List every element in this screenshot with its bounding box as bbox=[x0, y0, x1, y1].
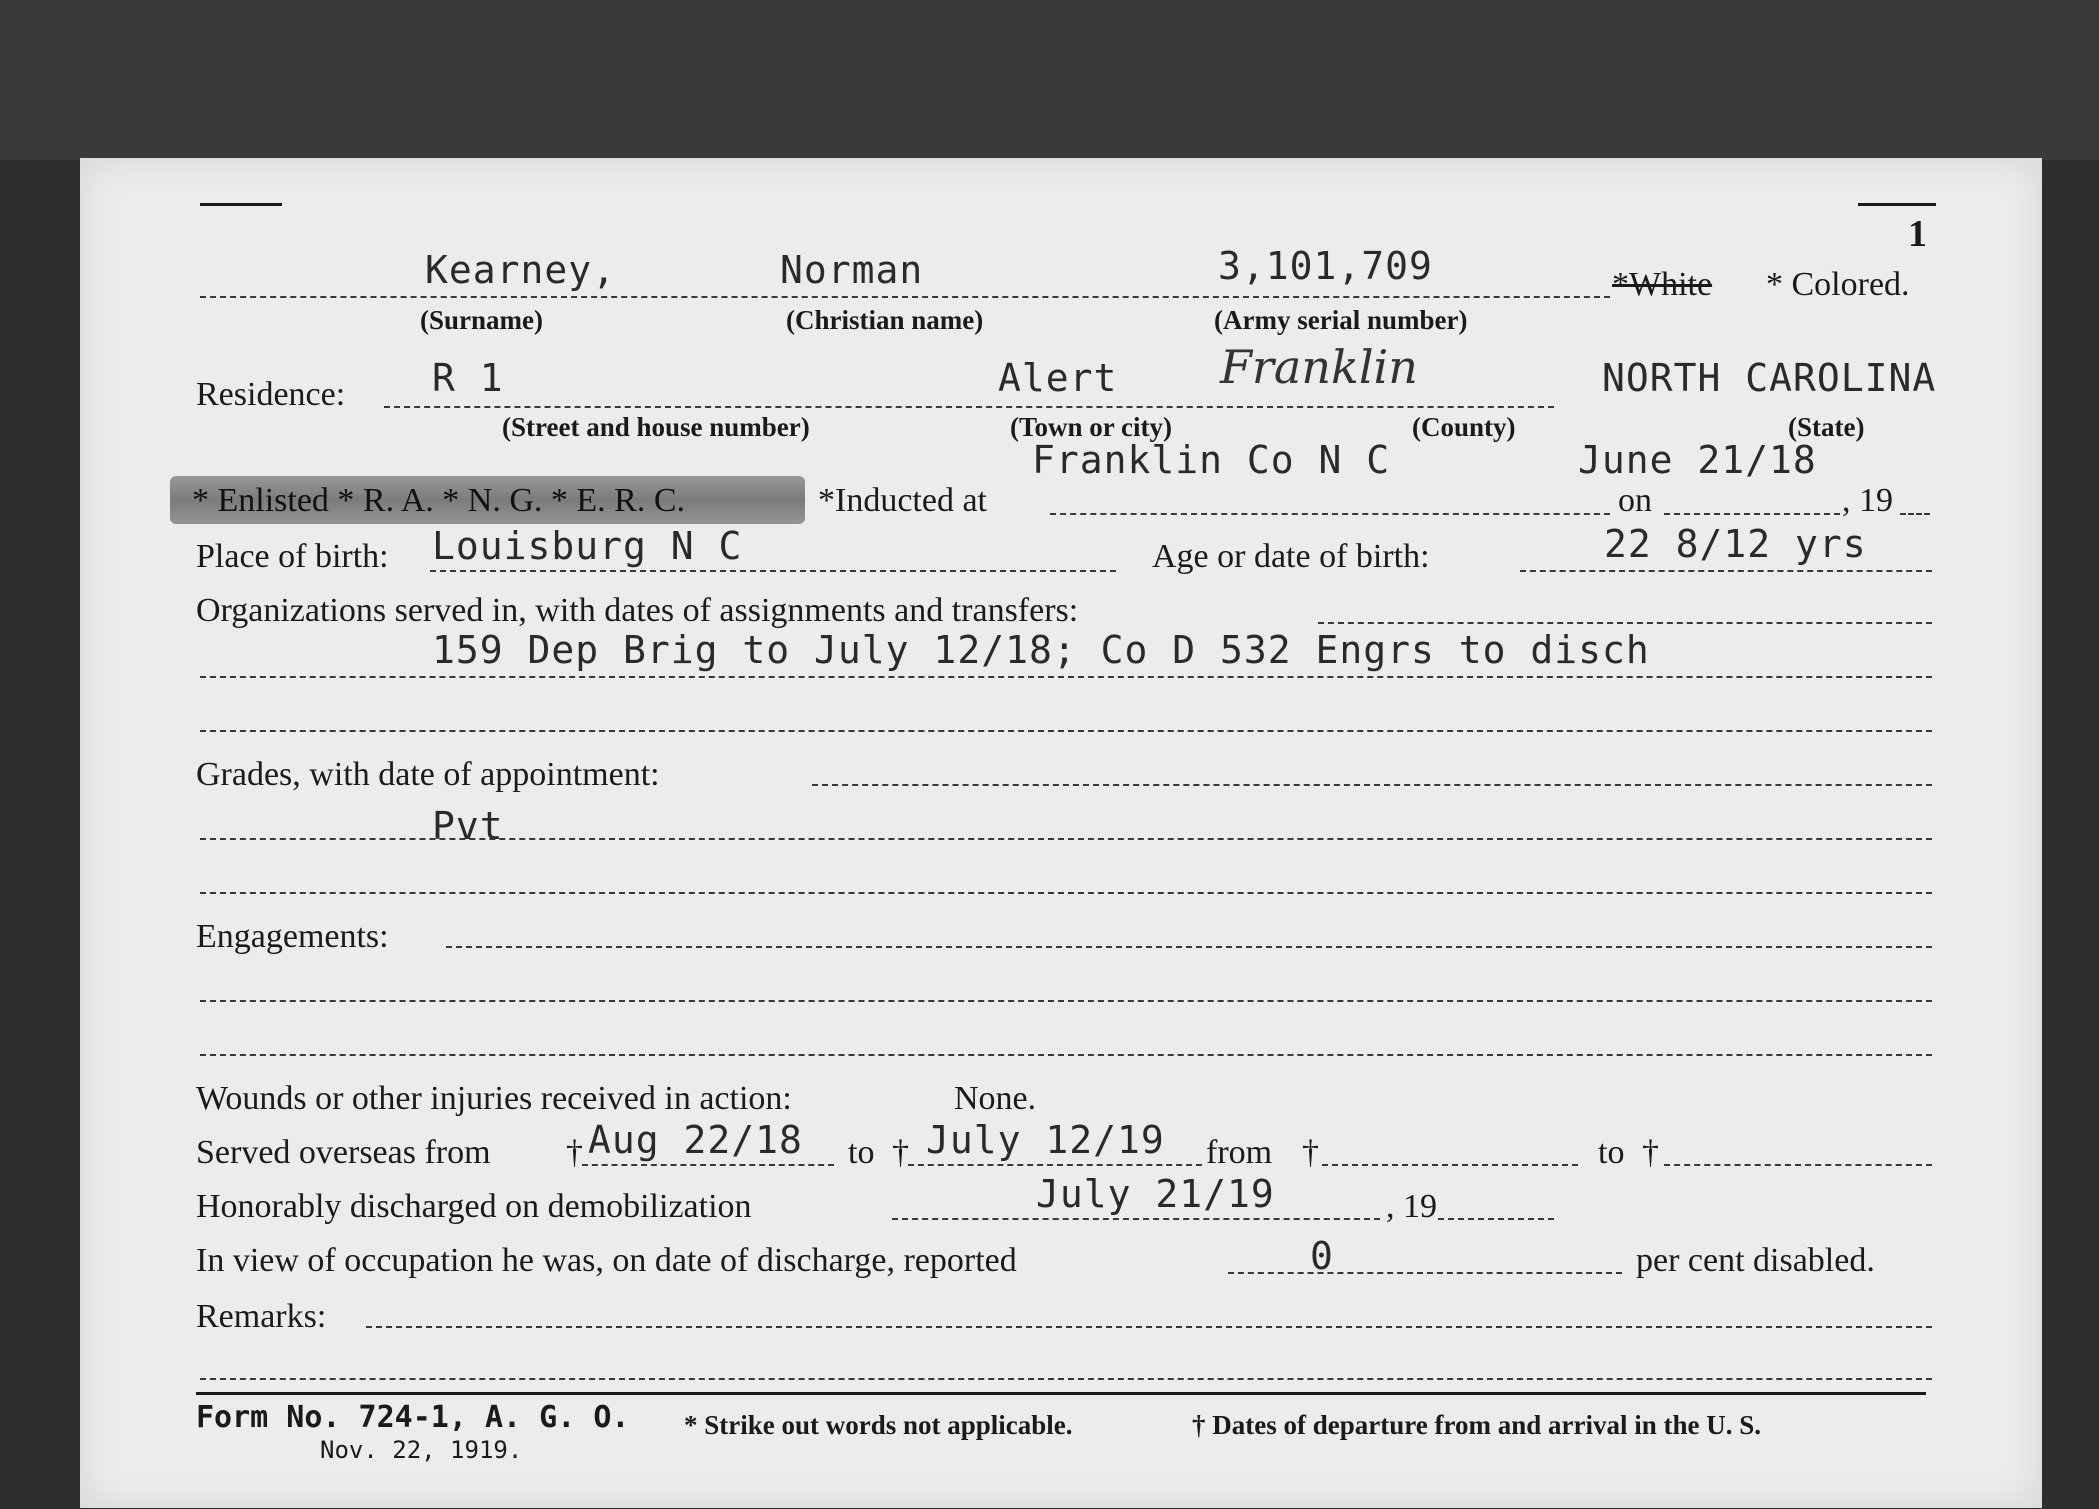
footer-rule bbox=[196, 1392, 1926, 1395]
surname-caption: (Surname) bbox=[420, 305, 543, 335]
inducted-at-line bbox=[1050, 513, 1610, 515]
grades-label: Grades, with date of appointment: bbox=[196, 756, 660, 793]
overseas-to-value: July 12/19 bbox=[926, 1118, 1165, 1162]
overseas-to2-label: to bbox=[1598, 1134, 1625, 1171]
engagements-line-0 bbox=[446, 946, 1932, 948]
disability-line bbox=[1228, 1272, 1622, 1274]
inducted-year-label: , 19 bbox=[1842, 482, 1893, 519]
remarks-line-0 bbox=[366, 1326, 1932, 1328]
card-number: 1 bbox=[1908, 213, 1927, 255]
inducted-date-value: June 21/18 bbox=[1578, 438, 1817, 482]
residence-town-value: Alert bbox=[998, 356, 1118, 400]
residence-street-value: R 1 bbox=[432, 356, 504, 400]
town-caption: (Town or city) bbox=[1010, 412, 1172, 442]
disability-value: 0 bbox=[1310, 1234, 1334, 1278]
overseas-dagger-2: † bbox=[892, 1134, 909, 1171]
residence-label: Residence: bbox=[196, 376, 346, 413]
overseas-to-label: to bbox=[848, 1134, 875, 1171]
street-caption: (Street and house number) bbox=[502, 412, 810, 442]
discharge-year-label: , 19 bbox=[1386, 1188, 1437, 1225]
place-of-birth-label: Place of birth: bbox=[196, 538, 389, 575]
overseas-from2-label: from bbox=[1206, 1134, 1273, 1171]
form-date: Nov. 22, 1919. bbox=[320, 1436, 523, 1464]
remarks-line-1 bbox=[200, 1378, 1932, 1380]
overseas-from2-line bbox=[1322, 1164, 1578, 1166]
organizations-line-1 bbox=[200, 676, 1932, 678]
discharge-label: Honorably discharged on demobilization bbox=[196, 1188, 752, 1225]
age-value: 22 8/12 yrs bbox=[1604, 522, 1867, 566]
footer-note-dagger: † Dates of departure from and arrival in the U. S. bbox=[1192, 1410, 1761, 1440]
inducted-at-label: *Inducted at bbox=[818, 482, 987, 519]
engagements-label: Engagements: bbox=[196, 918, 389, 955]
residence-line bbox=[384, 406, 1554, 408]
overseas-label: Served overseas from bbox=[196, 1134, 491, 1171]
discharge-line bbox=[892, 1218, 1380, 1220]
organizations-value: 159 Dep Brig to July 12/18; Co D 532 Engrs to disch bbox=[432, 628, 1650, 672]
scan-background bbox=[0, 0, 2099, 160]
inducted-on-label: on bbox=[1618, 482, 1652, 519]
inducted-place-value: Franklin Co N C bbox=[1032, 438, 1391, 482]
form-number: Form No. 724-1, A. G. O. bbox=[196, 1400, 630, 1435]
overseas-to-line bbox=[908, 1164, 1202, 1166]
colored-option: * Colored. bbox=[1766, 266, 1910, 303]
name-line bbox=[200, 296, 1610, 298]
organizations-line-2 bbox=[200, 730, 1932, 732]
serial-caption: (Army serial number) bbox=[1214, 305, 1468, 335]
corner-rule-left bbox=[200, 203, 282, 206]
engagements-line-2 bbox=[200, 1054, 1932, 1056]
disability-suffix: per cent disabled. bbox=[1636, 1242, 1875, 1279]
grades-value: Pvt bbox=[432, 804, 504, 848]
enlisted-options: * Enlisted * R. A. * N. G. * E. R. C. bbox=[192, 482, 686, 519]
grades-line-0 bbox=[812, 784, 1932, 786]
wounds-value: None. bbox=[954, 1080, 1037, 1117]
overseas-from-line bbox=[582, 1164, 834, 1166]
disability-label: In view of occupation he was, on date of discharge, reported bbox=[196, 1242, 1017, 1279]
inducted-on-line bbox=[1664, 513, 1840, 515]
grades-line-2 bbox=[200, 892, 1932, 894]
county-caption: (County) bbox=[1412, 412, 1516, 442]
residence-state-value: NORTH CAROLINA bbox=[1602, 356, 1937, 400]
overseas-from-value: Aug 22/18 bbox=[588, 1118, 803, 1162]
surname-value: Kearney, bbox=[425, 248, 617, 292]
overseas-dagger-1: † bbox=[566, 1134, 583, 1171]
overseas-to2-line bbox=[1664, 1164, 1932, 1166]
christian-name-value: Norman bbox=[780, 248, 924, 292]
state-caption: (State) bbox=[1788, 412, 1865, 442]
engagements-line-1 bbox=[200, 1000, 1932, 1002]
discharge-date-value: July 21/19 bbox=[1036, 1172, 1275, 1216]
remarks-label: Remarks: bbox=[196, 1298, 327, 1335]
overseas-dagger-3: † bbox=[1302, 1134, 1319, 1171]
age-label: Age or date of birth: bbox=[1152, 538, 1430, 575]
place-of-birth-line bbox=[430, 570, 1116, 572]
inducted-year-line bbox=[1900, 513, 1930, 515]
residence-county-value: Franklin bbox=[1220, 340, 1418, 394]
organizations-label: Organizations served in, with dates of assignments and transfers: bbox=[196, 592, 1079, 629]
wounds-label: Wounds or other injuries received in action: bbox=[196, 1080, 792, 1117]
christian-name-caption: (Christian name) bbox=[786, 305, 984, 335]
serial-number-value: 3,101,709 bbox=[1218, 244, 1433, 288]
corner-rule-right bbox=[1858, 203, 1936, 206]
white-option: *White bbox=[1612, 266, 1713, 303]
discharge-year-line bbox=[1438, 1218, 1554, 1220]
organizations-line-0 bbox=[1318, 622, 1932, 624]
age-line bbox=[1520, 570, 1932, 572]
overseas-dagger-4: † bbox=[1642, 1134, 1659, 1171]
footer-note-strike: * Strike out words not applicable. bbox=[684, 1410, 1073, 1440]
place-of-birth-value: Louisburg N C bbox=[432, 524, 743, 568]
